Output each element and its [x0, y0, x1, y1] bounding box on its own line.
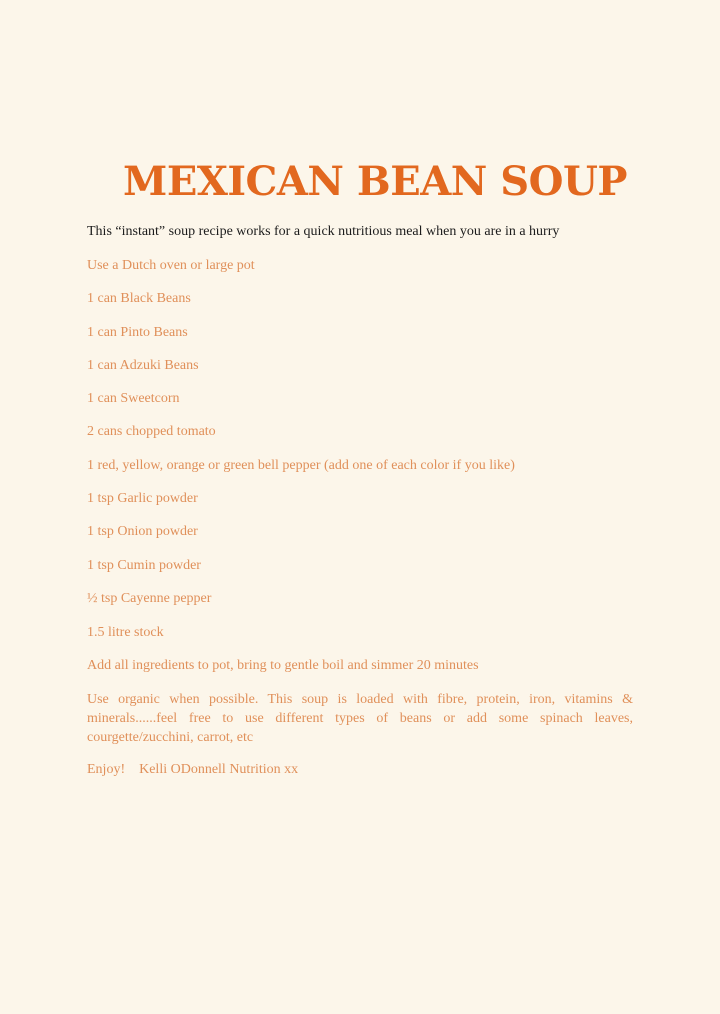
- ingredient-garlic-powder: 1 tsp Garlic powder: [87, 491, 198, 506]
- signoff-enjoy: Enjoy!: [87, 762, 126, 777]
- ingredient-cayenne-pepper: ½ tsp Cayenne pepper: [87, 591, 212, 606]
- recipe-note: Use organic when possible. This soup is loaded with fibre, protein, iron, vitamins & minerals......feel free to use different types of beans or add some spinach leaves, courgette/zucchini, carrot, etc: [87, 692, 633, 745]
- ingredient-cumin-powder: 1 tsp Cumin powder: [87, 558, 201, 573]
- instruction-cook: Add all ingredients to pot, bring to gentle boil and simmer 20 minutes: [87, 658, 479, 673]
- ingredient-adzuki-beans: 1 can Adzuki Beans: [87, 358, 199, 373]
- ingredient-stock: 1.5 litre stock: [87, 625, 164, 640]
- ingredient-black-beans: 1 can Black Beans: [87, 291, 191, 306]
- ingredient-tomato: 2 cans chopped tomato: [87, 424, 216, 439]
- instruction-pot: Use a Dutch oven or large pot: [87, 258, 255, 273]
- ingredient-pinto-beans: 1 can Pinto Beans: [87, 325, 188, 340]
- recipe-intro: This “instant” soup recipe works for a quick nutritious meal when you are in a hurry: [87, 224, 560, 239]
- signoff-author: Kelli ODonnell Nutrition xx: [139, 762, 299, 777]
- ingredient-sweetcorn: 1 can Sweetcorn: [87, 391, 180, 406]
- ingredient-bell-pepper: 1 red, yellow, orange or green bell pepper (add one of each color if you like): [87, 458, 515, 473]
- recipe-title: MEXICAN BEAN SOUP: [123, 158, 627, 205]
- recipe-signoff: [87, 761, 298, 779]
- ingredient-onion-powder: 1 tsp Onion powder: [87, 524, 198, 539]
